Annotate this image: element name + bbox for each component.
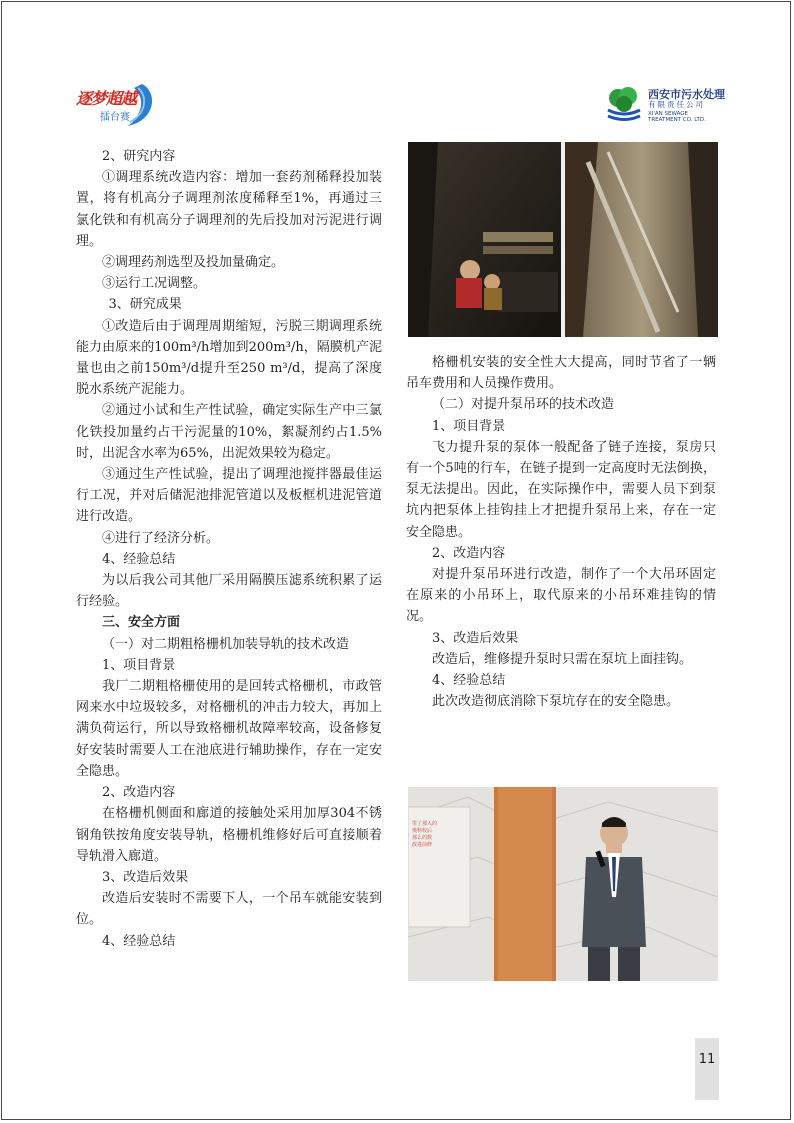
right-column — [406, 352, 716, 712]
paragraph: 改造后安装时不需要下人，一个吊车就能安装到位。 — [76, 891, 382, 928]
left-column — [76, 146, 382, 952]
paragraph: 2、研究内容 — [102, 149, 176, 164]
slide-text: 里了那入的 奥科较后 那么的数 改进前修 — [412, 821, 438, 848]
paragraph: 改造后，维修提升泵时只需在泵坑上面挂钩。 — [432, 651, 693, 667]
page-number-box — [695, 1038, 719, 1100]
section-heading: 三、安全方面 — [102, 615, 181, 631]
paragraph: 在格栅机侧面和廊道的接触处采用加厚304不锈钢角铁按角度安装导轨，格栅机维修好后可直接顺着导轨滑入廊道。 — [76, 806, 382, 864]
paragraph: 格栅机安装的安全性大大提高，同时节省了一辆吊车费用和人员操作费用。 — [406, 355, 716, 392]
paragraph: ④进行了经济分析。 — [102, 530, 220, 546]
paragraph: 3、改造后效果 — [102, 869, 189, 885]
paragraph: 2、改造内容 — [102, 785, 176, 801]
paragraph: 2、改造内容 — [432, 545, 506, 561]
paragraph: ③运行工况调整。 — [102, 276, 207, 292]
paragraph: 为以后我公司其他厂采用隔膜压滤系统积累了运行经验。 — [76, 573, 382, 610]
paragraph: 3、研究成果 — [108, 297, 182, 313]
company-name-cn: 西安市污水处理 — [648, 88, 725, 101]
paragraph: 此次改造彻底消除下泵坑存在的安全隐患。 — [432, 694, 680, 710]
paragraph: ③通过生产性试验，提出了调理池搅拌器最佳运行工况，并对后储泥池排泥管道以及板框机进泥管道进行改造。 — [76, 467, 382, 525]
company-logo — [604, 84, 724, 128]
contest-logo-title: 逐梦超越 — [76, 89, 137, 108]
paragraph: 1、项目背景 — [102, 657, 176, 673]
company-emblem-icon — [604, 86, 644, 122]
paragraph: 4、经验总结 — [432, 673, 506, 689]
paragraph: ①改造后由于调理周期缩短，污脱三期调理系统能力由原来的100m³/h增加到200m³/h，隔膜机产泥量也由之前150m³/d提升至250 m³/d，提高了深度脱水系统产泥能力。 — [76, 318, 382, 398]
paragraph: 对提升泵吊环进行改造，制作了一个大吊环固定在原来的小吊环上，取代原来的小吊环难挂钩的情况。 — [406, 567, 716, 625]
paragraph: 4、经验总结 — [102, 933, 176, 949]
paragraph: 飞力提升泵的泵体一般配备了链子连接，泵房只有一个5吨的行车，在链子提到一定高度时无法倒换，泵无法提出。因此，在实际操作中，需要人员下到泵坑内把泵体上挂钩挂上才把提升泵吊上来，存在一定安全隐患。 — [406, 439, 716, 540]
paragraph: ①调理系统改造内容：增加一套药剂稀释投加装置，将有机高分子调理剂浓度稀释至1%，再通过三氯化铁和有机高分子调理剂的先后投加对污泥进行调理。 — [76, 170, 382, 249]
paragraph: 1、项目背景 — [432, 418, 506, 434]
company-name-cn-sub: 有限责任公司 — [648, 100, 705, 109]
equipment-photo — [408, 142, 718, 337]
subsection-heading: （二）对提升泵吊环的技术改造 — [432, 397, 615, 413]
paragraph: 4、经验总结 — [102, 551, 176, 567]
company-name-en: XI'AN SEWAGE TREATMENT CO. LTD. — [648, 111, 706, 123]
subsection-heading: （一）对二期粗格栅机加装导轨的技术改造 — [102, 636, 350, 652]
contest-logo — [72, 78, 152, 128]
paragraph: ②通过小试和生产性试验，确定实际生产中三氯化铁投加量约占干污泥量的10%，絮凝剂约占1.5%时，出泥含水率为65%，出泥效果较为稳定。 — [76, 403, 382, 461]
paragraph: 我厂二期粗格栅使用的是回转式格栅机，市政管网来水中垃圾较多，对格栅机的冲击力较大，再加上满负荷运行，所以导致格栅机故障率较高，设备修复好安装时需要人工在池底进行辅助操作，存在一定安全隐患。 — [76, 679, 382, 779]
paragraph: ②调理药剂选型及投加量确定。 — [102, 255, 285, 271]
page-number: 11 — [698, 1052, 716, 1067]
contest-logo-sub: 擂台赛 — [100, 112, 130, 123]
presenter-photo — [408, 787, 718, 981]
paragraph: 3、改造后效果 — [432, 630, 519, 646]
